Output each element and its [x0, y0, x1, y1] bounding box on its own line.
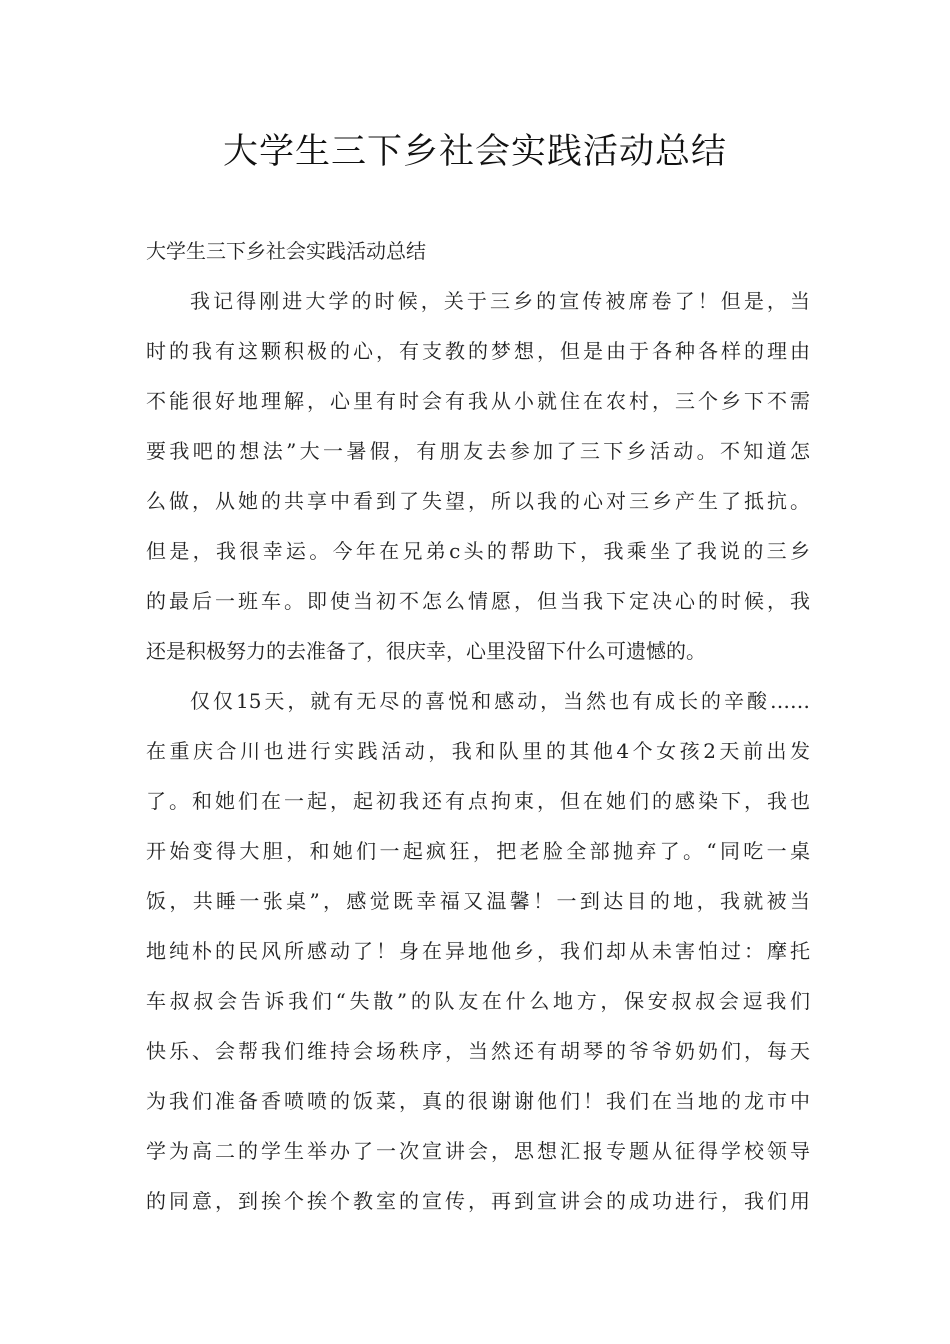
paragraph-line: 地纯朴的民风所感动了！身在异地他乡，我们却从未害怕过：摩托	[146, 939, 810, 963]
document-title: 大学生三下乡社会实践活动总结	[222, 132, 727, 172]
paragraph-line: 饭，共睡一张桌”，感觉既幸福又温馨！一到达目的地，我就被当	[146, 889, 810, 913]
paragraph-line: 时的我有这颗积极的心，有支教的梦想，但是由于各种各样的理由	[146, 339, 810, 363]
paragraph-line: 为我们准备香喷喷的饭菜，真的很谢谢他们！我们在当地的龙市中	[146, 1089, 810, 1113]
paragraph-line: 不能很好地理解，心里有时会有我从小就住在农村，三个乡下不需	[146, 389, 810, 413]
paragraph-line: 在重庆合川也进行实践活动，我和队里的其他4个女孩2天前出发	[146, 739, 810, 763]
paragraph-line: 了。和她们在一起，起初我还有点拘束，但在她们的感染下，我也	[146, 789, 810, 813]
paragraph-line: 学为高二的学生举办了一次宣讲会，思想汇报专题从征得学校领导	[146, 1139, 810, 1163]
paragraph-line: 但是，我很幸运。今年在兄弟c头的帮助下，我乘坐了我说的三乡	[146, 539, 810, 563]
paragraph-line: 的最后一班车。即使当初不怎么情愿，但当我下定决心的时候，我	[146, 589, 810, 613]
paragraph-line: 开始变得大胆，和她们一起疯狂，把老脸全部抛弃了。“同吃一桌	[146, 839, 810, 863]
paragraph-line: 么做，从她的共享中看到了失望，所以我的心对三乡产生了抵抗。	[146, 489, 810, 513]
paragraph-line: 的同意，到挨个挨个教室的宣传，再到宣讲会的成功进行，我们用	[146, 1189, 810, 1213]
paragraph-line: 快乐、会帮我们维持会场秩序，当然还有胡琴的爷爷奶奶们，每天	[146, 1039, 810, 1063]
paragraph-line: 我记得刚进大学的时候，关于三乡的宣传被席卷了！但是，当	[190, 289, 810, 313]
paragraph-line: 仅仅15天，就有无尽的喜悦和感动，当然也有成长的辛酸……	[190, 689, 810, 713]
paragraph-line: 要我吧的想法”大一暑假，有朋友去参加了三下乡活动。不知道怎	[146, 439, 810, 463]
paragraph-line: 车叔叔会告诉我们“失散”的队友在什么地方，保安叔叔会逗我们	[146, 989, 810, 1013]
paragraph-line: 还是积极努力的去准备了，很庆幸，心里没留下什么可遗憾的。	[146, 639, 706, 663]
document-subtitle: 大学生三下乡社会实践活动总结	[146, 239, 426, 263]
